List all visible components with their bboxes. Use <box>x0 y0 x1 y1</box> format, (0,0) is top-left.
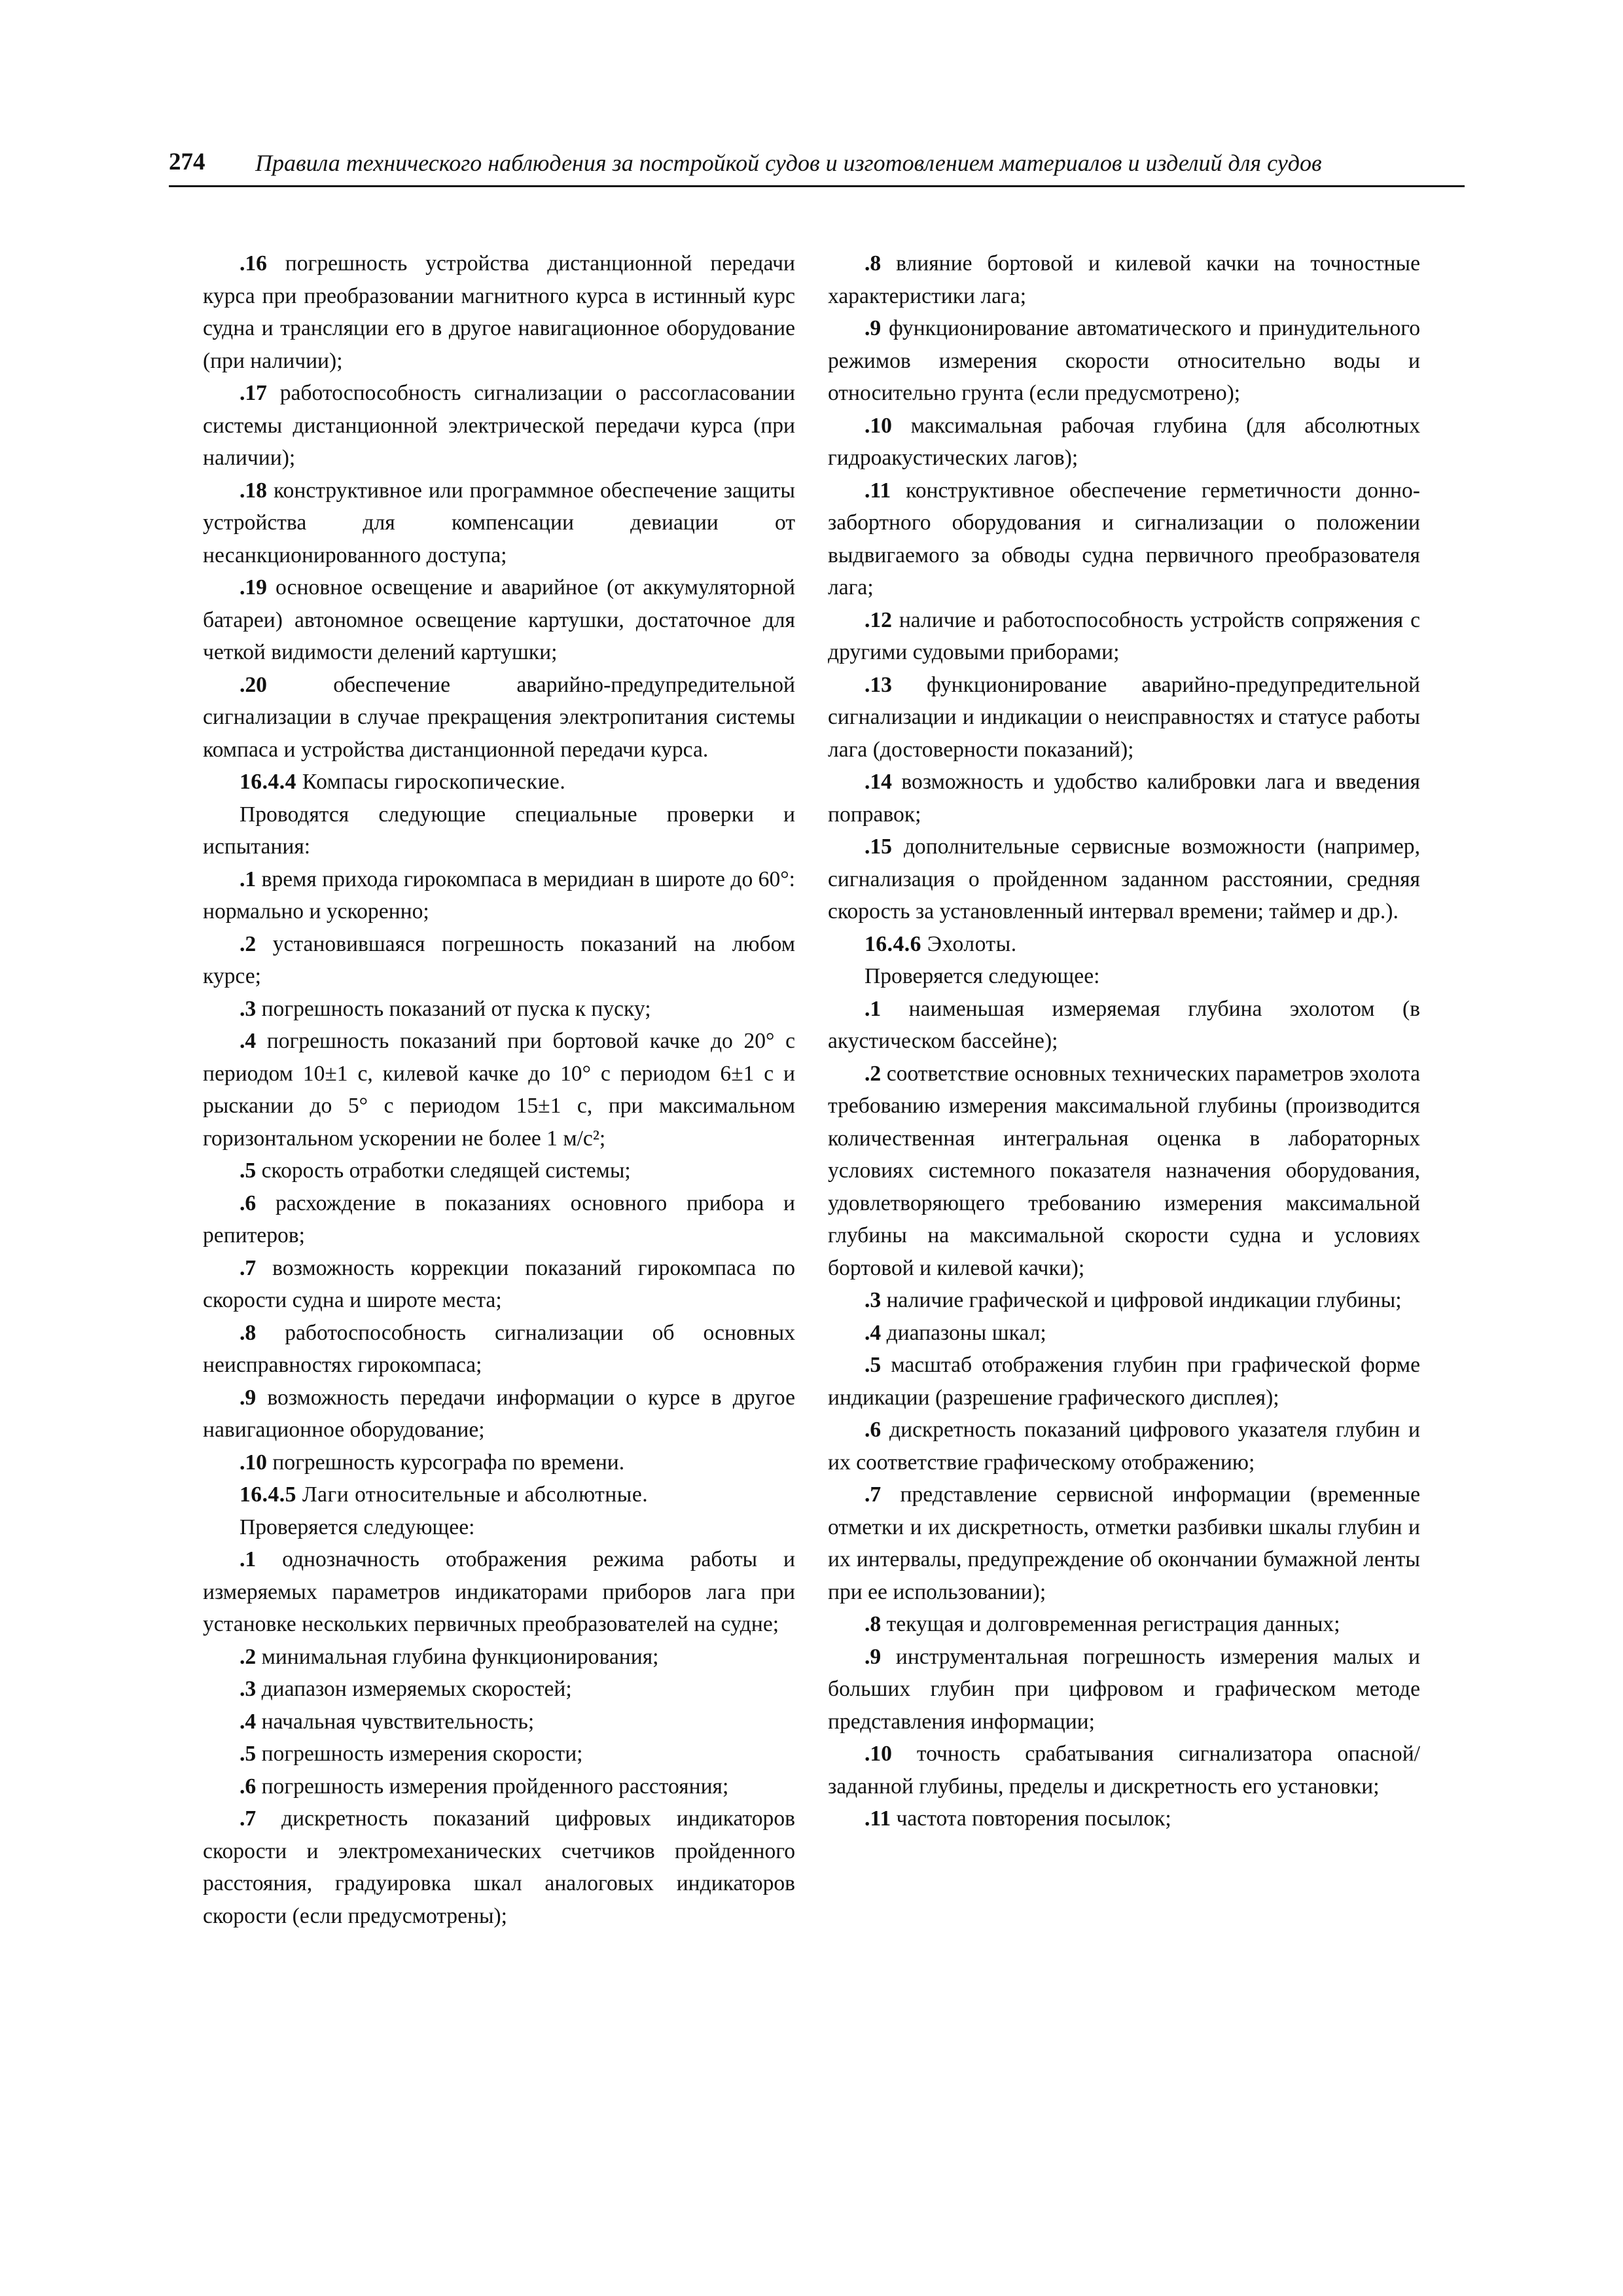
clause-item: .13 функционирование аварийно-предупредительной сигнализации и индикации о неисправностях и статусе работы лага (достоверности показаний); <box>828 672 1420 762</box>
clause-item: .5 масштаб отображения глубин при графической форме индикации (разрешение графического дисплея); <box>828 1353 1420 1410</box>
clause-item: .6 погрешность измерения пройденного расстояния; <box>240 1774 729 1799</box>
clause-item: .4 начальная чувствительность; <box>240 1709 535 1734</box>
clause-item: .17 работоспособность сигнализации о рассогласовании системы дистанционной электрической передачи курса (при наличии); <box>203 381 795 470</box>
clause-item: .7 возможность коррекции показаний гирокомпаса по скорости судна и широте места; <box>203 1255 795 1312</box>
clause-item: .1 наименьшая измеряемая глубина эхолотом (в акустическом бассейне); <box>828 996 1420 1053</box>
clause-item: .4 диапазоны шкал; <box>865 1320 1046 1345</box>
clause-item: .9 возможность передачи информации о курсе в другое навигационное оборудование; <box>203 1385 795 1442</box>
running-header <box>169 145 1465 185</box>
section-heading: 16.4.4 Компасы гироскопические. <box>240 770 566 794</box>
clause-item: .10 максимальная рабочая глубина (для абсолютных гидроакустических лагов); <box>828 413 1420 470</box>
clause-item: .12 наличие и работоспособность устройств сопряжения с другими судовыми приборами; <box>828 607 1420 664</box>
clause-item: .6 расхождение в показаниях основного прибора и репитеров; <box>203 1191 795 1247</box>
clause-item: .2 установившаяся погрешность показаний на любом курсе; <box>203 931 795 988</box>
clause-item: .2 минимальная глубина функционирования; <box>240 1644 659 1669</box>
clause-item: .8 работоспособность сигнализации об основных неисправностях гирокомпаса; <box>203 1320 795 1377</box>
clause-item: .4 погрешность показаний при бортовой качке до 20° с периодом 10±1 с, килевой качке до 10° с периодом 6±1 с и рыскании до 5° с периодом 15±1 с, при максимальном горизонтальном ускорении не более 1 м/с²; <box>203 1029 795 1151</box>
clause-item: .7 дискретность показаний цифровых индикаторов скорости и электромеханических счетчиков пройденного расстояния, градуировка шкал аналоговых индикаторов скорости (если предусмотрены); <box>203 1806 795 1928</box>
clause-item: .9 инструментальная погрешность измерения малых и больших глубин при цифровом и графическом методе представления информации; <box>828 1644 1420 1734</box>
section-heading: 16.4.5 Лаги относительные и абсолютные. <box>240 1482 649 1507</box>
clause-item: .11 конструктивное обеспечение герметичности донно-забортного оборудования и сигнализации о положении выдвигаемого за обводы судна первичного преобразователя лага; <box>828 478 1420 600</box>
clause-item: .5 погрешность измерения скорости; <box>240 1742 583 1766</box>
clause-item: .18 конструктивное или программное обеспечение защиты устройства для компенсации девиации от несанкционированного доступа; <box>203 478 795 567</box>
header-rule <box>169 185 1465 187</box>
clause-item: .16 погрешность устройства дистанционной передачи курса при преобразовании магнитного курса в истинный курс судна и трансляции его в другое навигационное оборудование (при наличии); <box>203 251 795 373</box>
clause-item: .10 точность срабатывания сигнализатора опасной/заданной глубины, пределы и дискретность его установки; <box>828 1742 1420 1799</box>
running-title: Правила технического наблюдения за постройкой судов и изготовлением материалов и изделий для судов <box>255 150 1322 176</box>
clause-item: .5 скорость отработки следящей системы; <box>240 1158 631 1183</box>
clause-item: .2 соответствие основных технических параметров эхолота требованию измерения максимальной глубины (производится количественная интегральная оценка в лабораторных условиях системного показателя назначения оборудования, удовлетворяющего требованию измерения максимальной глубины на максимальной скорости судна и условиях бортовой и килевой качки); <box>828 1061 1420 1280</box>
section-intro: Проверяется следующее: <box>240 1515 475 1539</box>
section-intro: Проверяется следующее: <box>865 964 1100 988</box>
clause-item: .9 функционирование автоматического и принудительного режимов измерения скорости относительно воды и относительно грунта (если предусмотрено); <box>828 316 1420 405</box>
clause-item: .8 влияние бортовой и килевой качки на точностные характеристики лага; <box>828 251 1420 308</box>
left-column <box>203 247 795 1932</box>
clause-item: .10 погрешность курсографа по времени. <box>240 1450 625 1475</box>
clause-item: .11 частота повторения посылок; <box>865 1806 1171 1831</box>
clause-item: .8 текущая и долговременная регистрация данных; <box>865 1612 1340 1636</box>
clause-item: .19 основное освещение и аварийное (от аккумуляторной батареи) автономное освещение картушки, достаточное для четкой видимости делений картушки; <box>203 575 795 664</box>
page-number: 274 <box>169 149 205 175</box>
clause-item: .6 дискретность показаний цифрового указателя глубин и их соответствие графическому отображению; <box>828 1418 1420 1475</box>
clause-item: .20 обеспечение аварийно-предупредительной сигнализации в случае прекращения электропитания системы компаса и устройства дистанционной передачи курса. <box>203 672 795 762</box>
clause-item: .3 наличие графической и цифровой индикации глубины; <box>865 1288 1402 1312</box>
section-heading: 16.4.6 Эхолоты. <box>865 931 1017 956</box>
clause-item: .3 диапазон измеряемых скоростей; <box>240 1677 572 1701</box>
clause-item: .7 представление сервисной информации (временные отметки и их дискретность, отметки разбивки шкалы глубин и их интервалы, предупреждение об окончании бумажной ленты при ее использовании); <box>828 1482 1420 1604</box>
clause-item: .1 время прихода гирокомпаса в меридиан в широте до 60°: нормально и ускоренно; <box>203 867 795 924</box>
clause-item: .1 однозначность отображения режима работы и измеряемых параметров индикаторами приборов лага при установке нескольких первичных преобразователей на судне; <box>203 1547 795 1636</box>
section-intro: Проводятся следующие специальные проверки и испытания: <box>203 802 795 859</box>
right-column <box>828 247 1420 1835</box>
clause-item: .15 дополнительные сервисные возможности (например, сигнализация о пройденном заданном расстоянии, средняя скорость за установленный интервал времени; таймер и др.). <box>828 834 1420 924</box>
clause-item: .14 возможность и удобство калибровки лага и введения поправок; <box>828 770 1420 827</box>
clause-item: .3 погрешность показаний от пуска к пуску; <box>240 996 651 1021</box>
